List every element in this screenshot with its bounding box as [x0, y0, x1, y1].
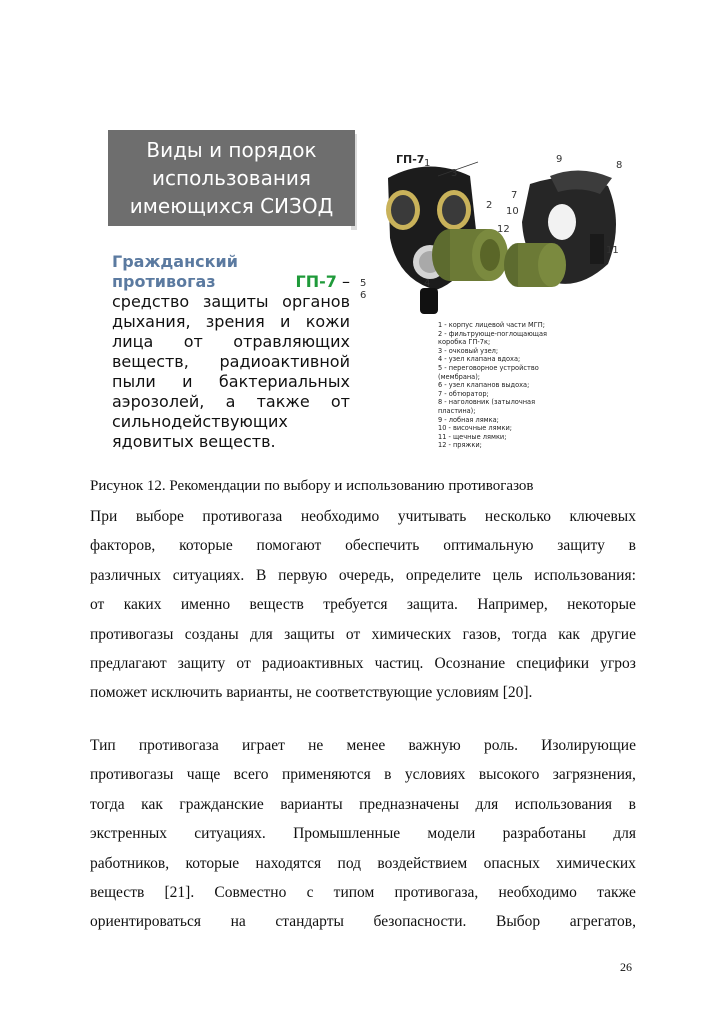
caption-line [112, 332, 350, 352]
word: роль. [483, 737, 518, 754]
legend-item: 1 - корпус лицевой части МГП; [438, 321, 545, 329]
photo-label: ГП-7 [396, 153, 425, 166]
word: необходимо [300, 508, 380, 525]
callout-number: 8 [616, 160, 623, 171]
text-line [90, 907, 636, 936]
word: противогазы [90, 766, 174, 784]
word: специфики [516, 654, 590, 672]
word: на [230, 913, 246, 931]
word: Тип [90, 737, 116, 754]
word: необходимо [498, 883, 577, 901]
word: от [345, 625, 361, 643]
word: выборе [135, 508, 184, 525]
text-line [90, 790, 636, 819]
caption-line [112, 432, 350, 452]
legend-item: пластина); [438, 406, 476, 415]
word: пыли [112, 372, 156, 391]
word: угроз [600, 654, 636, 672]
word: частиц. [374, 654, 424, 672]
callout-number: 1 [424, 158, 431, 169]
word: ориентироваться [90, 913, 201, 931]
text-line [90, 878, 636, 907]
callout-number: 2 [486, 200, 493, 211]
word: помогают [256, 537, 322, 555]
word: также [256, 392, 310, 411]
word: находятся [255, 854, 322, 872]
figure-caption-block [112, 252, 350, 452]
word: При [90, 508, 118, 525]
word: зрения [205, 312, 265, 331]
word: химических [371, 625, 452, 643]
word: противогаза [138, 737, 219, 754]
caption-line [112, 392, 350, 412]
word: как [141, 795, 163, 813]
word: а [225, 392, 236, 411]
legend-item: 12 - пряжки; [438, 441, 482, 450]
word: агрегатов, [569, 913, 636, 931]
word: веществ [249, 596, 304, 614]
word: каких [123, 596, 162, 614]
callout-number: 12 [497, 224, 510, 235]
word: противогаза [202, 508, 283, 525]
word: требуется [323, 596, 388, 614]
word: противогазы [90, 625, 174, 643]
word: типом [333, 883, 375, 901]
dash: – [342, 272, 350, 291]
word: от [183, 332, 203, 351]
word: химических [556, 854, 636, 872]
word: обеспечить [345, 537, 420, 555]
legend-item: 10 - височные лямки; [438, 424, 513, 433]
word: созданы [184, 625, 239, 643]
word: противогаза, [394, 883, 479, 901]
word: защита. [406, 596, 458, 614]
caption-line [112, 412, 350, 432]
word: органов [282, 292, 350, 311]
legend-item: (мембрана); [438, 372, 481, 381]
figure [108, 128, 644, 468]
word: ядовитых веществ. [112, 432, 276, 451]
gas-mask-model: ГП-7 [295, 272, 337, 291]
filter-canister-photo [428, 223, 508, 288]
word: очередь, [338, 566, 395, 584]
text-line [90, 731, 636, 760]
word: защиты [284, 625, 335, 643]
word: некоторые [567, 596, 636, 614]
legend-item: 5 - переговорное устройство [438, 363, 539, 372]
word: бактериальных [218, 372, 350, 391]
callout-number: 5 [360, 278, 367, 289]
callout-number: 3 [451, 168, 458, 179]
text-line [90, 819, 636, 848]
word: ключевых [569, 508, 636, 525]
word: не [308, 737, 324, 754]
callout-number: 10 [506, 206, 519, 217]
legend-item: 3 - очковый узел; [438, 346, 499, 355]
text-line [90, 649, 636, 678]
word: учитывать [397, 508, 467, 525]
text-line [90, 531, 636, 560]
word: и [182, 372, 193, 391]
word: различных [90, 566, 162, 584]
gas-mask-name: Гражданский [112, 252, 238, 271]
word: тогда [90, 795, 125, 813]
callout-number: 11 [606, 245, 619, 256]
word: ситуациях. [194, 825, 266, 843]
word: именно [180, 596, 231, 614]
caption-line [112, 352, 350, 372]
word: условиях [404, 766, 466, 784]
word: которые [179, 537, 233, 555]
word: использования [514, 795, 613, 813]
word: варианты [280, 795, 343, 813]
callout-number: 6 [360, 290, 367, 301]
word: Изолирующие [541, 737, 636, 754]
word: стандарты [275, 913, 344, 931]
word: аэрозолей, [112, 392, 205, 411]
word: сильнодействующих [112, 412, 288, 431]
paragraph-2 [90, 731, 636, 937]
word: как [558, 625, 580, 643]
word: цель [492, 566, 523, 584]
word: в [628, 537, 636, 555]
title-line: Виды и порядок [146, 138, 317, 162]
legend-item: 11 - щечные лямки; [438, 432, 507, 441]
word: которые [185, 854, 240, 872]
word: ситуациях. [172, 566, 245, 584]
legend-item: 2 - фильтрующе-поглощающая [438, 329, 547, 338]
word: для [613, 825, 636, 843]
text-line [90, 590, 636, 619]
word: веществ, [112, 352, 189, 371]
word: дыхания, [112, 312, 191, 331]
legend-item: 4 - узел клапана вдоха; [438, 355, 521, 364]
word: разработаны [502, 825, 586, 843]
word: для [250, 625, 273, 643]
word: Промышленные [293, 825, 401, 843]
word: опасных [483, 854, 540, 872]
word: высокого [478, 766, 540, 784]
side-filter-canister-photo [500, 238, 570, 293]
word: [21]. [164, 883, 195, 901]
text-line [90, 760, 636, 789]
word: в [628, 795, 636, 813]
word: тогда [512, 625, 547, 643]
word: предназначены [359, 795, 459, 813]
word: оптимальную [443, 537, 534, 555]
word: другие [591, 625, 636, 643]
legend-item: 6 - узел клапанов выдоха; [438, 381, 530, 390]
word: применяются [281, 766, 371, 784]
figure-title-box [108, 130, 355, 226]
word: чаще [186, 766, 221, 784]
word: экстренных [90, 825, 168, 843]
word: модели [427, 825, 476, 843]
title-line: использования [152, 166, 311, 190]
word: отравляющих [233, 332, 350, 351]
word: радиоактивных [261, 654, 364, 672]
caption-line [112, 372, 350, 392]
gas-mask-name: противогаз [112, 272, 216, 291]
text-line [90, 620, 636, 649]
parts-legend [438, 321, 578, 450]
word: от [236, 654, 251, 672]
word: от [330, 392, 350, 411]
word: средство [112, 292, 190, 311]
word: защиту [177, 654, 226, 672]
word: защиту [557, 537, 605, 555]
word: и [280, 312, 291, 331]
legend-item: 8 - наголовник (затылочная [438, 398, 536, 407]
figure-caption: Рисунок 12. Рекомендации по выбору и использованию противогазов [90, 478, 534, 494]
word: факторов, [90, 537, 156, 555]
word: газов, [462, 625, 501, 643]
text-line [90, 502, 636, 531]
text-line: поможет исключить варианты, не соответствующие условиям [20]. [90, 684, 533, 702]
caption-line [112, 252, 350, 272]
word: Осознание [434, 654, 506, 672]
paragraph-1 [90, 502, 636, 708]
word: в [384, 766, 392, 784]
title-line: имеющихся СИЗОД [129, 194, 334, 218]
caption-line [112, 312, 350, 332]
text-line [90, 849, 636, 878]
legend-item: 7 - обтюратор; [438, 389, 489, 398]
word: использования: [534, 566, 636, 584]
word: определите [405, 566, 481, 584]
word: под [337, 854, 362, 872]
side-lens [548, 204, 576, 240]
callout-number: 7 [511, 190, 518, 201]
word: всего [233, 766, 269, 784]
word: радиоактивной [219, 352, 350, 371]
callout-number: 9 [556, 154, 563, 165]
word: кожи [305, 312, 350, 331]
word: менее [346, 737, 386, 754]
word: загрязнения, [552, 766, 636, 784]
word: безопасности. [373, 913, 467, 931]
word: воздействием [377, 854, 468, 872]
word: веществ [90, 883, 145, 901]
callout-number: 4 [424, 278, 431, 289]
word: с [306, 883, 314, 901]
word: лица [112, 332, 154, 351]
word: работников, [90, 854, 170, 872]
caption-line [112, 272, 350, 292]
page-number: 26 [620, 960, 632, 974]
word: также [597, 883, 636, 901]
word: Выбор [495, 913, 541, 931]
word: несколько [484, 508, 551, 525]
word: важную [408, 737, 461, 754]
word: гражданские [179, 795, 264, 813]
text-line [90, 561, 636, 590]
word: играет [241, 737, 285, 754]
word: первую [278, 566, 328, 584]
word: В [256, 566, 267, 584]
word: от [90, 596, 105, 614]
exhale-valve [420, 288, 438, 314]
legend-item: коробка ГП-7к; [438, 338, 491, 347]
legend-item: 9 - лобная лямка; [438, 415, 499, 424]
caption-line [112, 292, 350, 312]
word: Совместно [214, 883, 287, 901]
word: для [475, 795, 499, 813]
word: предлагают [90, 654, 167, 672]
word: защиты [202, 292, 269, 311]
word: Например, [477, 596, 548, 614]
